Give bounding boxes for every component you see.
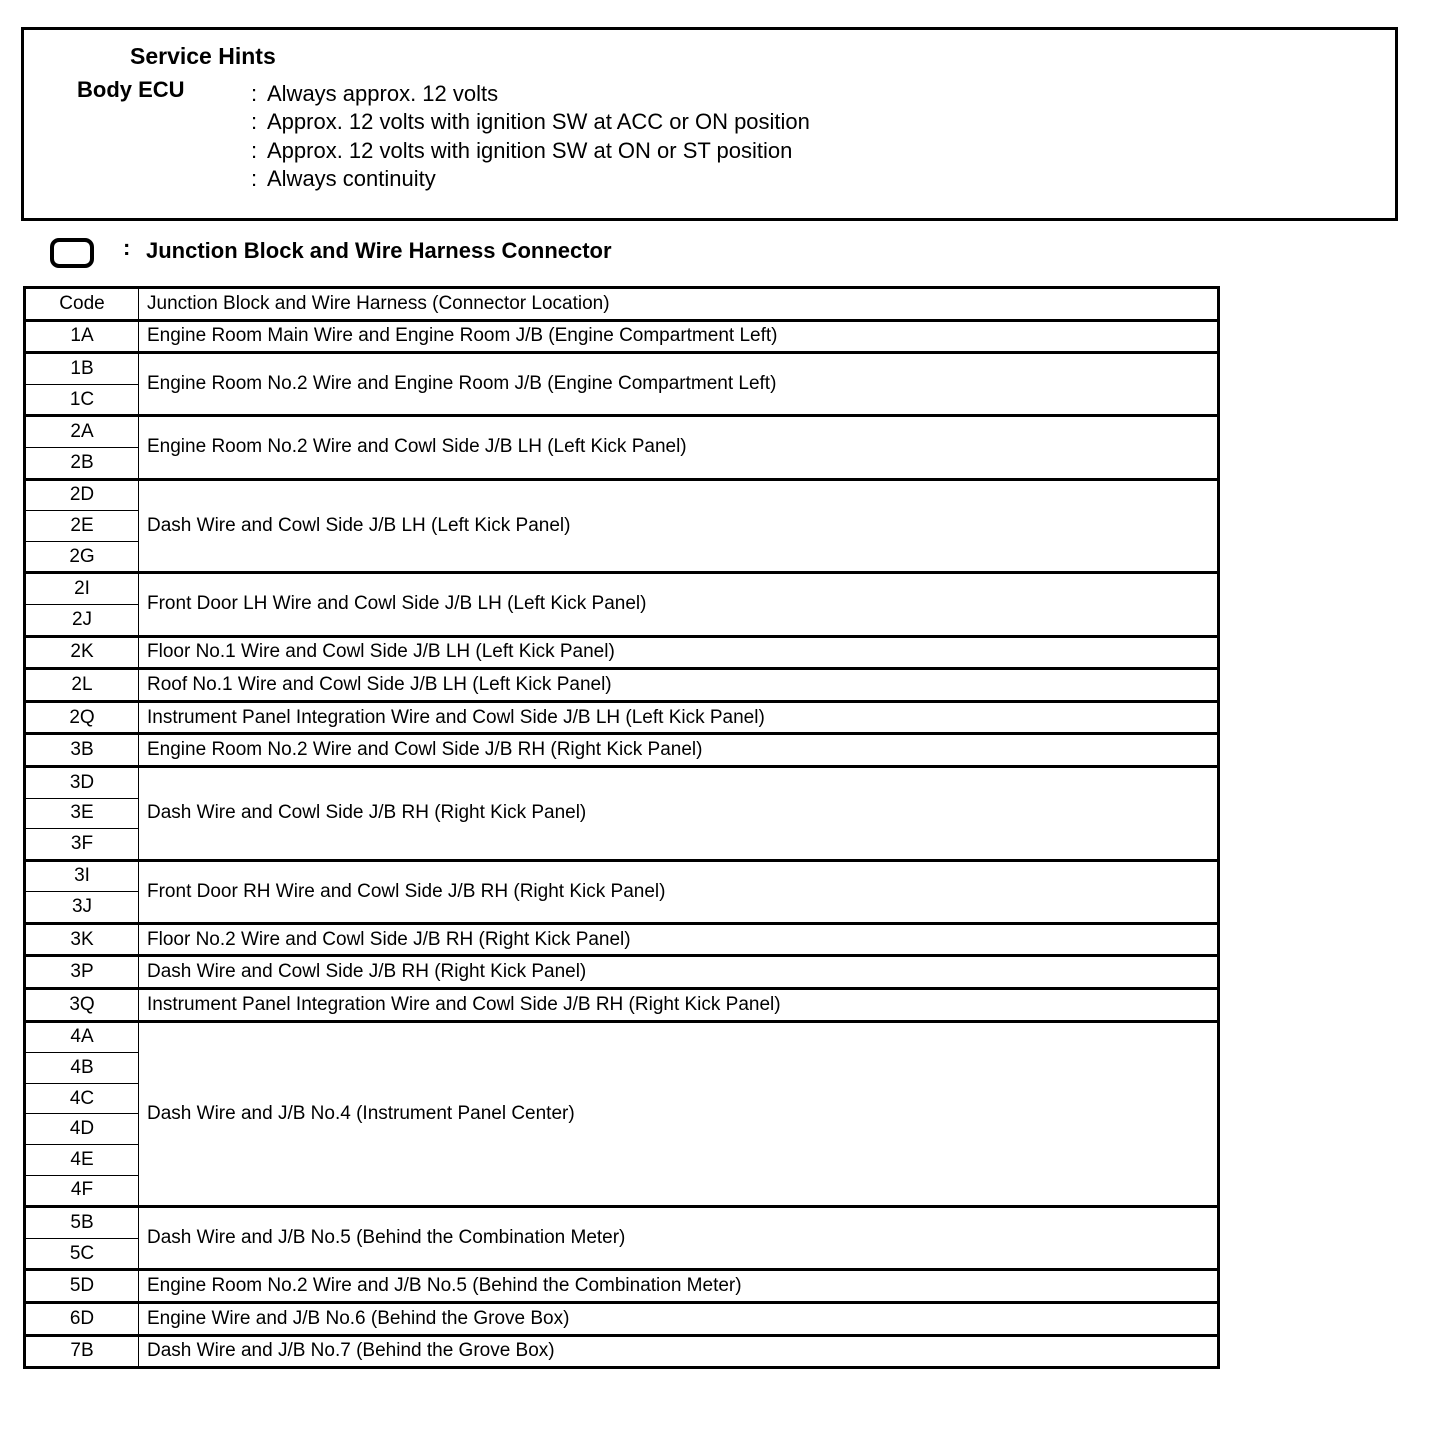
connector-description: Roof No.1 Wire and Cowl Side J/B LH (Left Kick Panel): [139, 669, 1219, 702]
table-row: [25, 860, 1219, 892]
connector-code: 2E: [25, 511, 139, 542]
connector-description: Dash Wire and J/B No.4 (Instrument Panel Center): [139, 1021, 1219, 1207]
table-row: [25, 669, 1219, 702]
connector-description: Dash Wire and Cowl Side J/B LH (Left Kick Panel): [139, 479, 1219, 573]
connector-code: 3Q: [25, 989, 139, 1022]
connector-code: 3E: [25, 798, 139, 829]
connector-code: 3F: [25, 829, 139, 861]
table-header-row: [25, 288, 1219, 321]
connector-code: 2B: [25, 447, 139, 479]
connector-description: Engine Room No.2 Wire and Cowl Side J/B LH (Left Kick Panel): [139, 416, 1219, 479]
connector-description: Dash Wire and Cowl Side J/B RH (Right Kick Panel): [139, 956, 1219, 989]
junction-block-legend-title: Junction Block and Wire Harness Connector: [146, 238, 612, 263]
connector-code: 6D: [25, 1303, 139, 1336]
table-row: [25, 766, 1219, 798]
connector-code: 2G: [25, 541, 139, 573]
connector-code: 2I: [25, 573, 139, 605]
junction-block-symbol-icon: [50, 238, 94, 268]
header-code: Code: [25, 288, 139, 321]
table-row: [25, 636, 1219, 669]
hint-colon: :: [251, 81, 258, 106]
table-row: [25, 479, 1219, 511]
legend-colon: :: [123, 235, 131, 260]
table-row: [25, 989, 1219, 1022]
connector-code: 5D: [25, 1270, 139, 1303]
table-row: [25, 1335, 1219, 1368]
connector-description: Engine Room No.2 Wire and Cowl Side J/B RH (Right Kick Panel): [139, 734, 1219, 767]
connector-code: 1B: [25, 353, 139, 385]
body-ecu-title: Body ECU: [77, 77, 185, 102]
connector-description: Dash Wire and J/B No.7 (Behind the Grove Box): [139, 1335, 1219, 1368]
connector-code: 2Q: [25, 701, 139, 734]
connector-code: 3K: [25, 923, 139, 956]
connector-code: 2L: [25, 669, 139, 702]
connector-code: 2A: [25, 416, 139, 448]
hint-condition: Approx. 12 volts with ignition SW at ACC or ON position: [267, 109, 810, 134]
connector-code: 4D: [25, 1114, 139, 1145]
hint-colon: :: [251, 166, 258, 191]
connector-description: Floor No.1 Wire and Cowl Side J/B LH (Left Kick Panel): [139, 636, 1219, 669]
hint-condition: Approx. 12 volts with ignition SW at ON or ST position: [267, 138, 793, 163]
connector-description: Dash Wire and J/B No.5 (Behind the Combination Meter): [139, 1207, 1219, 1270]
table-row: [25, 320, 1219, 353]
connector-code: 3D: [25, 766, 139, 798]
connector-description: Instrument Panel Integration Wire and Cowl Side J/B LH (Left Kick Panel): [139, 701, 1219, 734]
connector-description: Front Door LH Wire and Cowl Side J/B LH (Left Kick Panel): [139, 573, 1219, 636]
connector-description: Instrument Panel Integration Wire and Cowl Side J/B RH (Right Kick Panel): [139, 989, 1219, 1022]
connector-code: 2J: [25, 604, 139, 636]
table-row: [25, 416, 1219, 448]
connector-code: 4E: [25, 1145, 139, 1176]
connector-description: Engine Room No.2 Wire and J/B No.5 (Behind the Combination Meter): [139, 1270, 1219, 1303]
hint-condition: Always continuity: [267, 166, 436, 191]
connector-code: 3P: [25, 956, 139, 989]
connector-code: 3B: [25, 734, 139, 767]
connector-description: Floor No.2 Wire and Cowl Side J/B RH (Right Kick Panel): [139, 923, 1219, 956]
hint-condition: Always approx. 12 volts: [267, 81, 499, 106]
connector-code: 3I: [25, 860, 139, 892]
connector-code: 1A: [25, 320, 139, 353]
connector-code: 4C: [25, 1083, 139, 1114]
connector-code: 7B: [25, 1335, 139, 1368]
connector-code: 4F: [25, 1175, 139, 1207]
connector-code: 4B: [25, 1053, 139, 1084]
hint-colon: :: [251, 109, 258, 134]
connector-code: 4A: [25, 1021, 139, 1053]
connector-code: 3J: [25, 892, 139, 924]
connector-description: Engine Room Main Wire and Engine Room J/B (Engine Compartment Left): [139, 320, 1219, 353]
table-row: [25, 734, 1219, 767]
table-row: [25, 923, 1219, 956]
connector-code: 2K: [25, 636, 139, 669]
table-row: [25, 1207, 1219, 1239]
table-row: [25, 1303, 1219, 1336]
table-row: [25, 573, 1219, 605]
connector-code: 5C: [25, 1238, 139, 1270]
table-row: [25, 701, 1219, 734]
header-description: Junction Block and Wire Harness (Connector Location): [139, 288, 1219, 321]
service-hints-legend: Service Hints: [104, 42, 302, 70]
connector-table: [23, 286, 1220, 1369]
service-hints-box: [21, 27, 1398, 221]
table-row: [25, 956, 1219, 989]
connector-description: Engine Wire and J/B No.6 (Behind the Grove Box): [139, 1303, 1219, 1336]
table-row: [25, 1021, 1219, 1053]
connector-description: Engine Room No.2 Wire and Engine Room J/B (Engine Compartment Left): [139, 353, 1219, 416]
connector-description: Front Door RH Wire and Cowl Side J/B RH (Right Kick Panel): [139, 860, 1219, 923]
connector-code: 1C: [25, 384, 139, 416]
connector-description: Dash Wire and Cowl Side J/B RH (Right Kick Panel): [139, 766, 1219, 860]
table-row: [25, 1270, 1219, 1303]
connector-code: 2D: [25, 479, 139, 511]
table-row: [25, 353, 1219, 385]
connector-code: 5B: [25, 1207, 139, 1239]
hint-colon: :: [251, 138, 258, 163]
